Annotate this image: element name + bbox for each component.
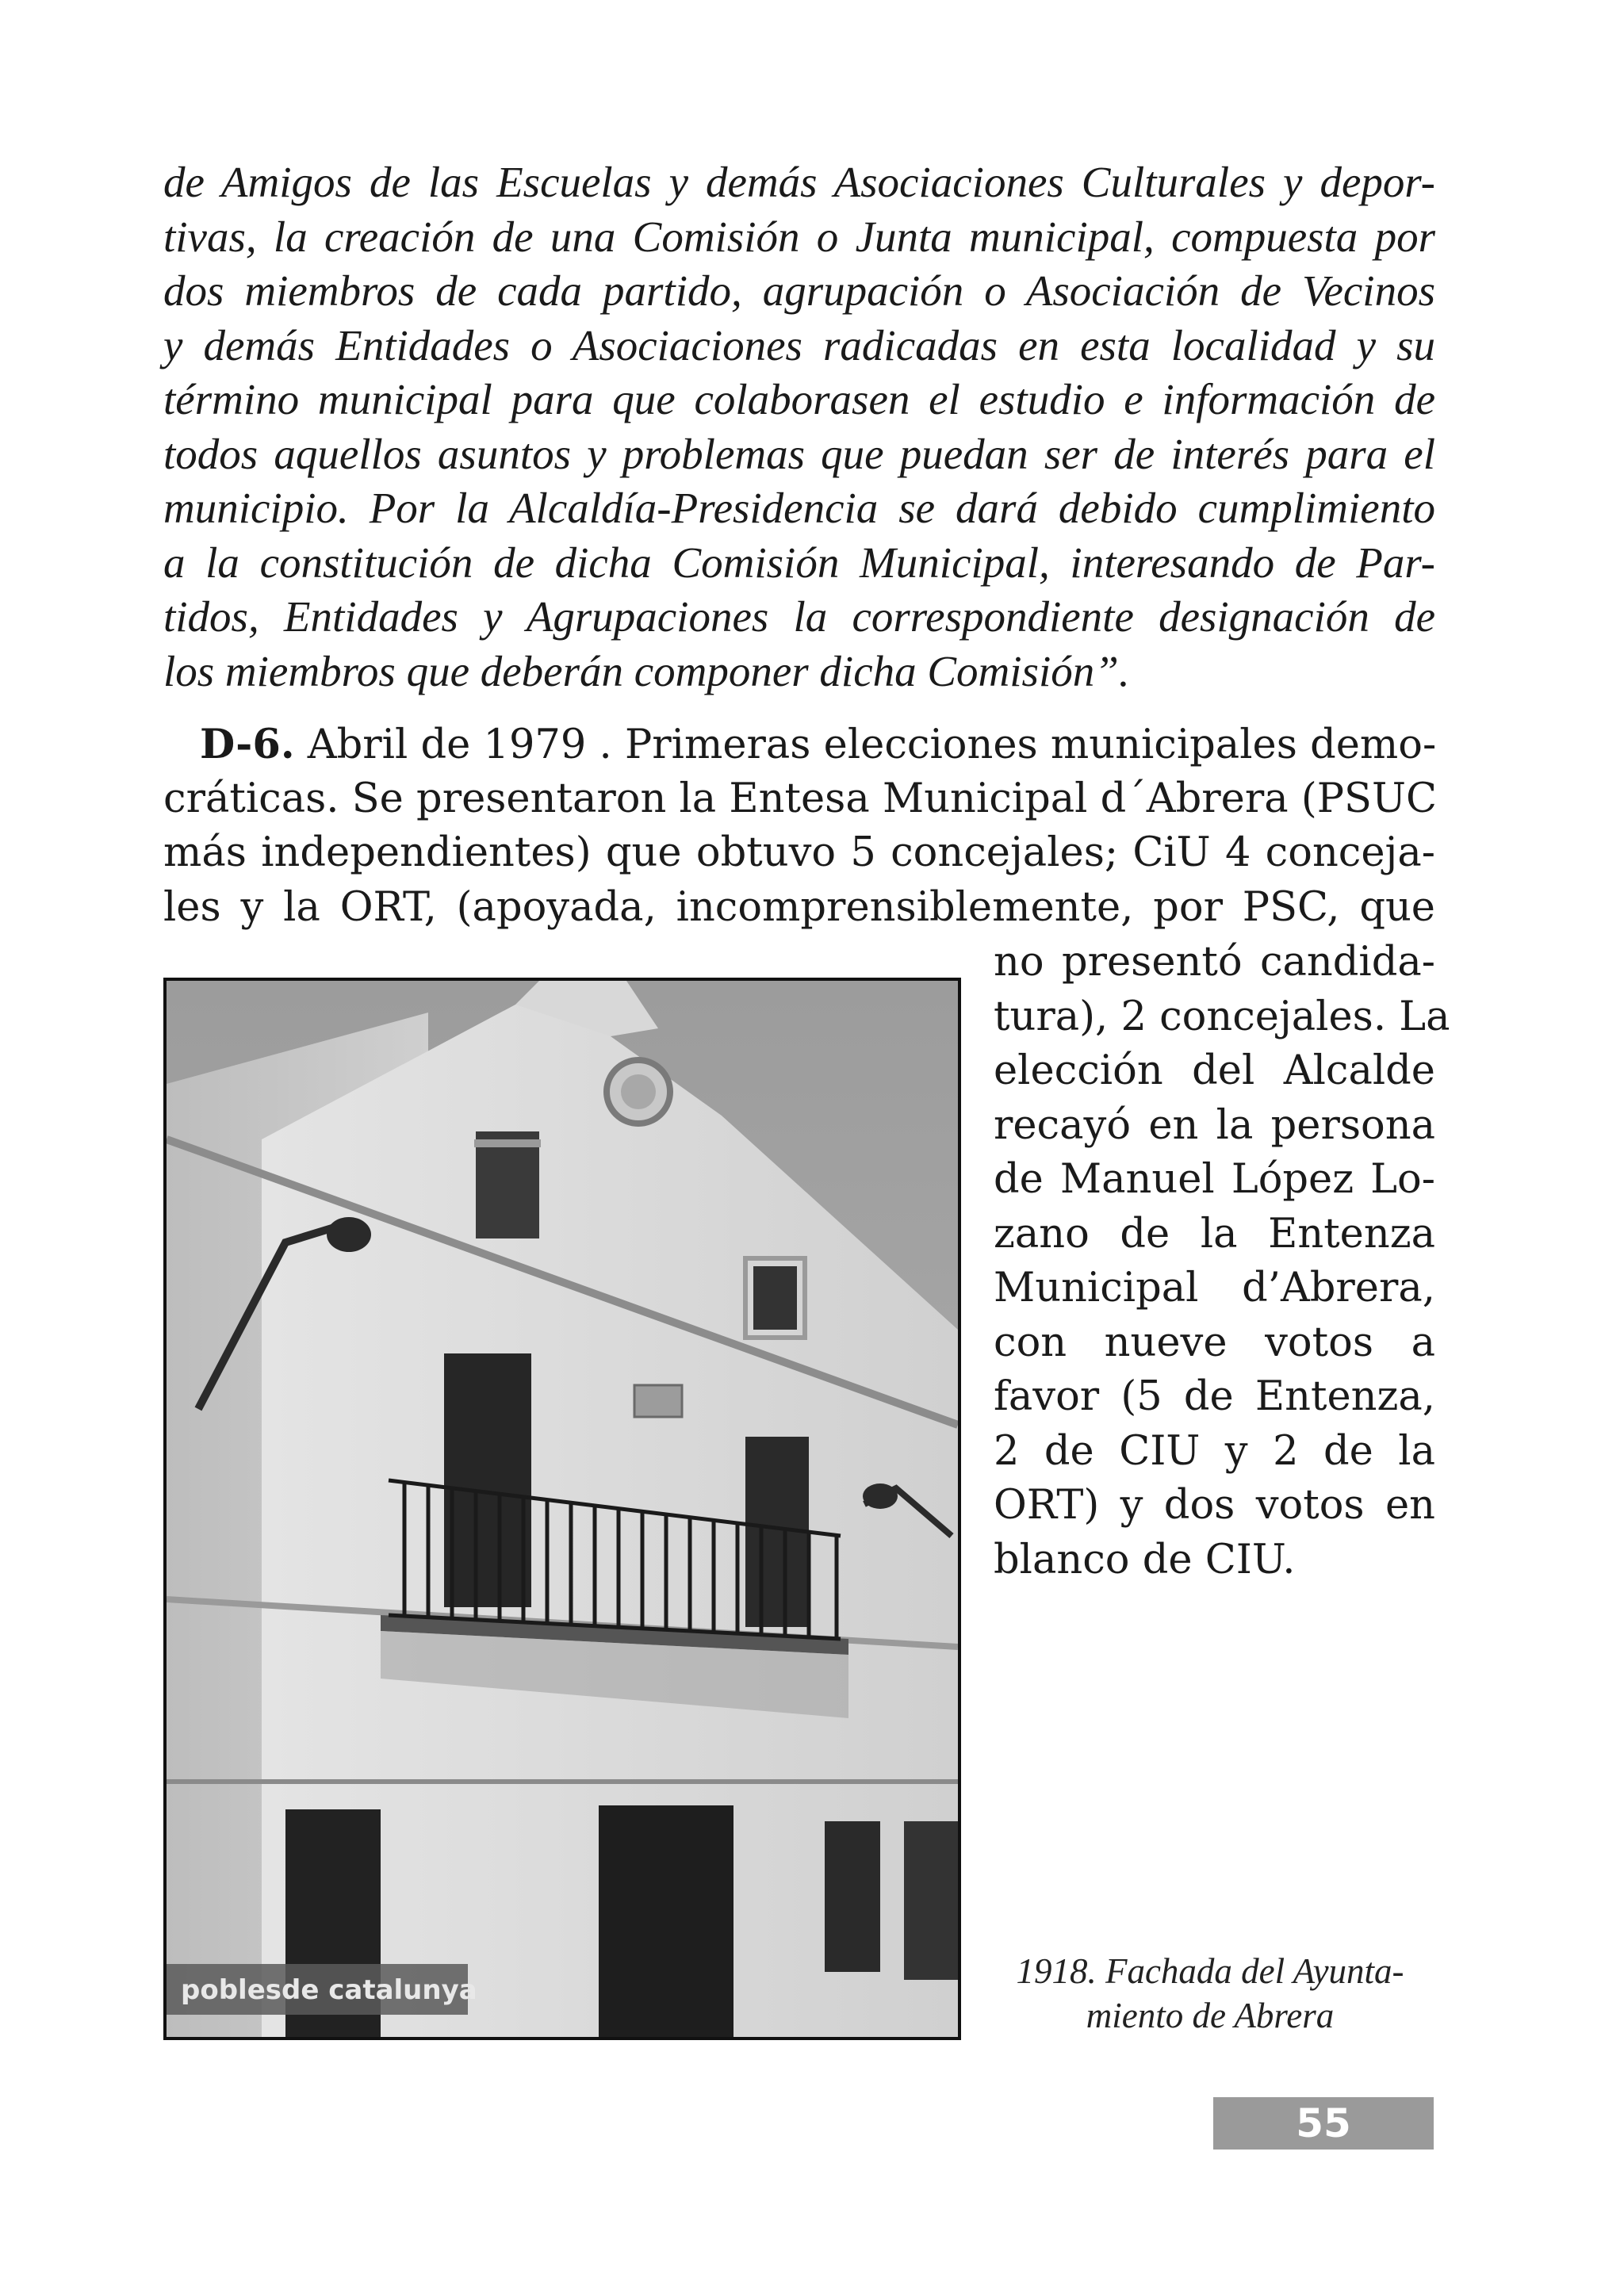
photo-watermark: poblesde catalunya: [181, 1974, 477, 2006]
text-line: ORT) y dos votos en: [994, 1482, 1435, 1529]
text-line: más independientes) que obtuvo 5 concejales; CiU 4 conceja-: [163, 829, 1435, 876]
text-line: tidos, Entidades y Agrupaciones la correspondiente designación de: [163, 592, 1435, 641]
text-line: les y la ORT, (apoyada, incomprensiblemente, por PSC, que: [163, 883, 1435, 931]
text-line: municipio. Por la Alcaldía-Presidencia se dará debido cumplimiento: [163, 484, 1435, 532]
text-line: a la constitución de dicha Comisión Municipal, interesando de Par-: [163, 538, 1435, 587]
text-line: tura), 2 concejales. La: [994, 993, 1450, 1040]
page-number: 55: [1213, 2097, 1434, 2150]
text-line: favor (5 de Entenza,: [994, 1373, 1435, 1420]
text-line: Municipal d’Abrera,: [994, 1265, 1435, 1311]
text-line: 2 de CIU y 2 de la: [994, 1427, 1435, 1475]
text-line: los miembros que deberán componer dicha Comisión”.: [163, 646, 1130, 695]
text-line: zano de la Entenza: [994, 1210, 1435, 1258]
photo-caption: [972, 1949, 1448, 2038]
d6-label: D-6.: [200, 721, 295, 768]
text-line: de Manuel López Lo-: [994, 1156, 1435, 1203]
d6-side-column: [994, 936, 1450, 1587]
text-line: recayó en la persona: [994, 1101, 1435, 1149]
text-line: con nueve votos a: [994, 1319, 1435, 1366]
text-line: elección del Alcalde: [994, 1047, 1435, 1094]
text-line: dos miembros de cada partido, agrupación o Asociación de Vecinos: [163, 266, 1435, 315]
caption-line: miento de Abrera: [1086, 1996, 1335, 2035]
text-line: y demás Entidades o Asociaciones radicadas en esta localidad y su: [163, 320, 1435, 369]
text-line: cráticas. Se presentaron la Entesa Municipal d´Abrera (PSUC: [163, 775, 1437, 822]
text-line: blanco de CIU.: [994, 1536, 1296, 1583]
text-line: de Amigos de las Escuelas y demás Asociaciones Culturales y depor-: [163, 158, 1435, 206]
text-line: todos aquellos asuntos y problemas que puedan ser de interés para el: [163, 429, 1435, 478]
text-line-content: Abril de 1979 . Primeras elecciones municipales demo-: [294, 722, 1437, 768]
italic-paragraph: [163, 155, 1435, 699]
text-line: tivas, la creación de una Comisión o Junta municipal, compuesta por: [163, 212, 1435, 261]
town-hall-photo: [163, 978, 961, 2040]
text-line: término municipal para que colaborasen el estudio e información de: [163, 375, 1435, 423]
text-line: no presentó candida-: [994, 939, 1435, 986]
caption-line: 1918. Fachada del Ayunta-: [1016, 1951, 1404, 1991]
text-line: [163, 718, 1435, 772]
d6-paragraph: [163, 718, 1435, 935]
